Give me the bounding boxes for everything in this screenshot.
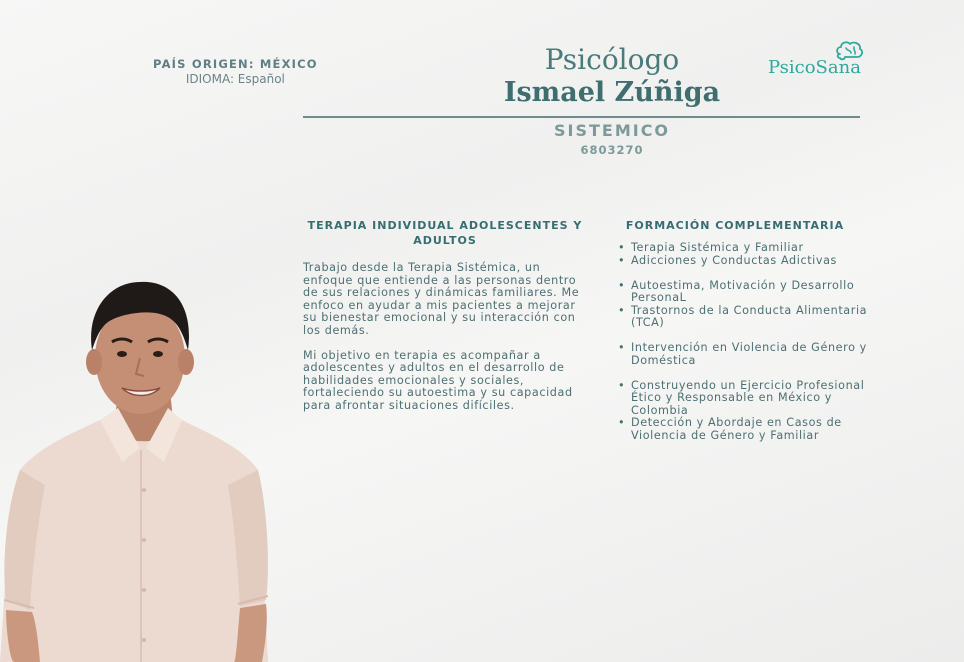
- therapy-paragraph-2: Mi objetivo en terapia es acompañar a adolescentes y adultos en el desarrollo de habilidades emocionales y sociales, fortaleciendo su autoestima y su capacidad para afrontar situaciones difíciles.: [303, 348, 573, 412]
- license-number: 6803270: [580, 143, 644, 157]
- role-title: Psicólogo: [544, 43, 680, 76]
- therapy-paragraph-1: Trabajo desde la Terapia Sistémica, un enfoque que entiende a las personas dentro de sus relaciones y dinámicas familiares. Me enfoco en ayudar a mis pacientes a mejorar su bienestar emocional y su interacción con los demás.: [303, 261, 580, 337]
- training-heading: FORMACIÓN COMPLEMENTARIA: [625, 219, 845, 232]
- list-item: • Trastornos de la Conducta Alimentaria (TCA): [615, 305, 870, 330]
- list-item: • Adicciones y Conductas Adictivas: [615, 255, 870, 268]
- list-item: • Terapia Sistémica y Familiar: [615, 242, 870, 255]
- psychologist-name: Ismael Zúñiga: [503, 77, 721, 108]
- list-item: • Construyendo un Ejercicio Profesional Ético y Responsable en México y Colombia: [615, 380, 870, 418]
- approach-label: SISTEMICO: [553, 121, 671, 140]
- language-label: IDIOMA: Español: [185, 72, 285, 86]
- header-divider: [303, 116, 860, 118]
- list-item: • Autoestima, Motivación y Desarrollo PersonaL: [615, 280, 870, 305]
- training-list: [615, 242, 870, 442]
- training-section: [615, 218, 870, 442]
- title-block: [420, 42, 804, 108]
- logo-wordmark: PsicoSana: [768, 57, 861, 78]
- country-info: [153, 57, 318, 86]
- psychologist-photo: [0, 270, 275, 662]
- list-item: • Detección y Abordaje en Casos de Violencia de Género y Familiar: [615, 417, 870, 442]
- country-label: PAÍS ORIGEN: MÉXICO: [153, 57, 318, 71]
- therapy-heading: TERAPIA INDIVIDUAL ADOLESCENTES Y ADULTOS: [307, 219, 583, 247]
- therapy-section: [303, 218, 587, 412]
- list-item: • Intervención en Violencia de Género y Doméstica: [615, 342, 870, 367]
- brand-logo: [768, 40, 868, 80]
